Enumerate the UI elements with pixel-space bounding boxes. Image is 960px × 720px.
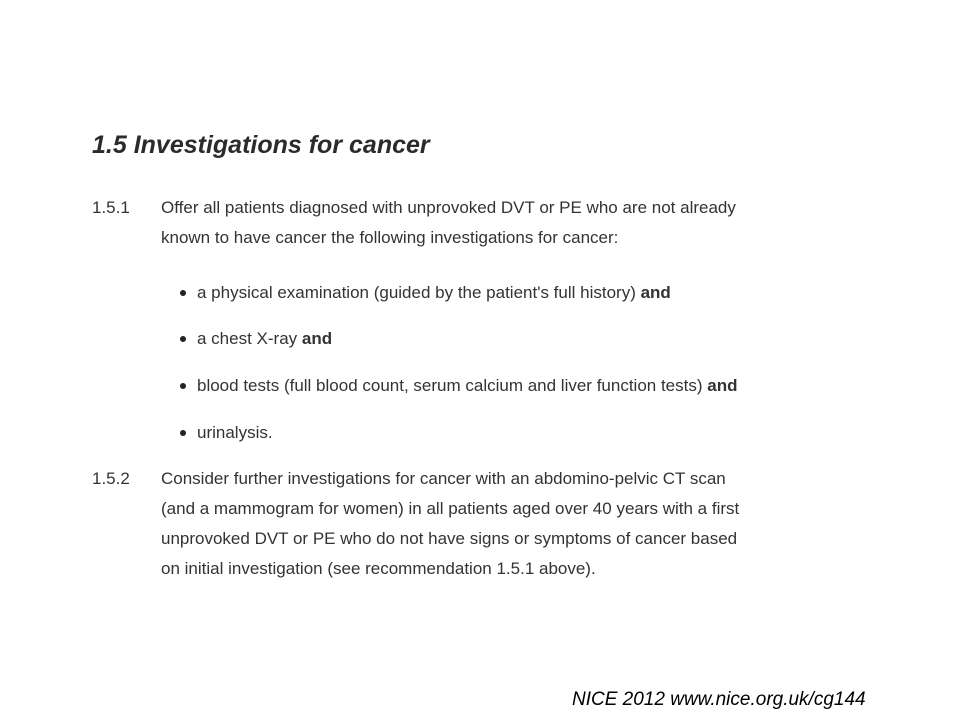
bullet-text: a physical examination (guided by the patient's full history) xyxy=(197,283,641,302)
bullet-icon xyxy=(180,383,186,389)
recommendation-line: on initial investigation (see recommendation 1.5.1 above). xyxy=(161,559,596,578)
bullet-text: blood tests (full blood count, serum calcium and liver function tests) xyxy=(197,376,708,395)
recommendation-line: known to have cancer the following investigations for cancer: xyxy=(161,228,619,247)
source-citation: NICE 2012 www.nice.org.uk/cg144 xyxy=(572,689,866,710)
bullet-connector: and xyxy=(301,329,333,348)
recommendation-line: (and a mammogram for women) in all patients aged over 40 years with a first xyxy=(161,499,740,518)
recommendation-line: unprovoked DVT or PE who do not have signs or symptoms of cancer based xyxy=(161,529,738,548)
bullet-icon xyxy=(180,336,186,342)
bullet-item xyxy=(180,280,671,306)
recommendation-line: Offer all patients diagnosed with unprovoked DVT or PE who are not already xyxy=(161,198,736,217)
bullet-connector: and xyxy=(707,376,738,395)
recommendation-text xyxy=(161,195,736,255)
recommendation-number: 1.5.1 xyxy=(92,198,130,217)
recommendation-text xyxy=(161,466,739,586)
bullet-item xyxy=(180,326,332,352)
bullet-item xyxy=(180,420,273,446)
recommendation-line: Consider further investigations for cancer with an abdomino-pelvic CT scan xyxy=(161,469,726,488)
bullet-icon xyxy=(180,290,186,296)
section-heading: 1.5 Investigations for cancer xyxy=(92,131,430,159)
bullet-item xyxy=(180,373,737,399)
bullet-text: a chest X-ray xyxy=(197,329,302,348)
recommendation-number: 1.5.2 xyxy=(92,469,130,488)
bullet-icon xyxy=(180,430,186,436)
bullet-connector: and xyxy=(640,283,671,302)
bullet-text: urinalysis. xyxy=(197,423,273,442)
